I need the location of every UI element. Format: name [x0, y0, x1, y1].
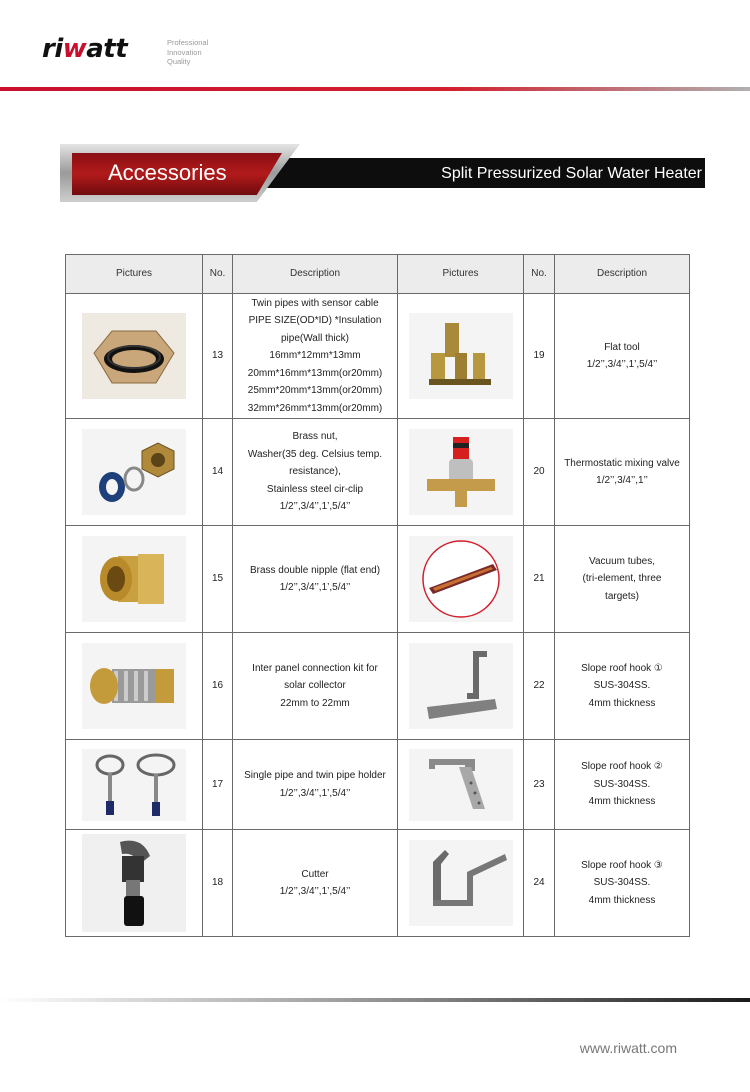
picture-cell [398, 294, 524, 419]
item-number: 23 [524, 740, 555, 830]
header-description: Description [233, 255, 398, 294]
accessories-table [65, 254, 690, 937]
description-line: Slope roof hook ② [581, 761, 663, 773]
page-subtitle: Split Pressurized Solar Water Heater [441, 165, 702, 182]
pipe-cutter-image [82, 834, 186, 932]
flat-tool-image [409, 313, 513, 399]
description-line: Twin pipes with sensor cable [251, 297, 379, 309]
item-description [555, 633, 690, 740]
item-description [233, 633, 398, 740]
table-row [66, 294, 690, 419]
description-line: 25mm*20mm*13mm(or20mm) [247, 385, 383, 397]
item-description [233, 419, 398, 526]
item-description [555, 526, 690, 633]
picture-cell [398, 633, 524, 740]
picture-cell [398, 740, 524, 830]
mixing-valve-image [409, 429, 513, 515]
item-description [233, 740, 398, 830]
item-description [233, 294, 398, 419]
description-line: Vacuum tubes, [589, 555, 655, 567]
description-line: resistance), [289, 466, 341, 478]
table-row [66, 419, 690, 526]
tagline-line: Professional [167, 38, 209, 47]
header-no: No. [203, 255, 233, 294]
description-line: 1/2’’,3/4’’,1’,5/4’’ [586, 359, 658, 370]
description-line: Inter panel connection kit for [252, 662, 378, 674]
description-line: SUS-304SS. [593, 778, 651, 790]
item-number: 22 [524, 633, 555, 740]
roof-hook-1-image [409, 643, 513, 729]
table-row [66, 740, 690, 830]
pipe-holder-image [82, 749, 186, 821]
description-line: 1/2’’,3/4’’,1’,5/4’’ [279, 886, 351, 897]
item-description [555, 830, 690, 937]
logo-accent: w [62, 34, 87, 64]
twin-pipe-coil-image [82, 313, 186, 399]
item-description [555, 419, 690, 526]
description-line: 1/2’’,3/4’’,1’,5/4’’ [279, 582, 351, 593]
description-line: 32mm*26mm*13mm(or20mm) [247, 402, 383, 414]
picture-cell [66, 294, 203, 419]
item-description [233, 526, 398, 633]
item-description [233, 830, 398, 937]
item-number: 19 [524, 294, 555, 419]
picture-cell [398, 830, 524, 937]
table-row [66, 830, 690, 937]
description-line: Brass double nipple (flat end) [249, 564, 381, 576]
description-line: 4mm thickness [588, 894, 656, 906]
picture-cell [398, 526, 524, 633]
description-line: (tri-element, three [582, 573, 662, 585]
item-number: 14 [203, 419, 233, 526]
picture-cell [66, 830, 203, 937]
item-number: 13 [203, 294, 233, 419]
description-line: SUS-304SS. [593, 680, 651, 692]
description-line: 16mm*12mm*13mm [269, 350, 361, 362]
picture-cell [66, 526, 203, 633]
picture-cell [398, 419, 524, 526]
description-line: 1/2’’,3/4’’,1’,5/4’’ [279, 787, 351, 799]
description-line: 4mm thickness [588, 697, 656, 709]
header-no: No. [524, 255, 555, 294]
description-line: Slope roof hook ① [581, 662, 663, 674]
description-line: 20mm*16mm*13mm(or20mm) [247, 367, 383, 379]
item-description [555, 740, 690, 830]
roof-hook-2-image [409, 749, 513, 821]
header-description: Description [555, 255, 690, 294]
description-line: Flat tool [604, 341, 640, 353]
item-number: 20 [524, 419, 555, 526]
description-line: pipe(Wall thick) [281, 332, 349, 344]
brass-nipple-image [82, 536, 186, 622]
roof-hook-3-image [409, 840, 513, 926]
item-number: 16 [203, 633, 233, 740]
description-line: Thermostatic mixing valve [564, 457, 680, 469]
connection-kit-image [82, 643, 186, 729]
brass-nut-washer-image [82, 429, 186, 515]
description-line: SUS-304SS. [593, 877, 651, 889]
description-line: targets) [605, 590, 639, 602]
tagline-line: Quality [167, 57, 191, 66]
description-line: PIPE SIZE(OD*ID) *Insulation [248, 315, 382, 327]
description-line: Brass nut, [292, 431, 338, 443]
header-divider [0, 87, 750, 91]
description-line: Slope roof hook ③ [581, 859, 663, 871]
table-row [66, 633, 690, 740]
description-line: 4mm thickness [588, 796, 656, 808]
item-number: 24 [524, 830, 555, 937]
footer-divider [0, 998, 750, 1002]
picture-cell [66, 740, 203, 830]
riwatt-logo [42, 34, 127, 64]
description-line: Single pipe and twin pipe holder [244, 770, 386, 781]
description-line: 22mm to 22mm [280, 697, 350, 709]
item-description [555, 294, 690, 419]
page-title: Accessories [108, 160, 227, 185]
item-number: 17 [203, 740, 233, 830]
tagline-line: Innovation [167, 47, 202, 57]
description-line: solar collector [284, 680, 346, 692]
logo-text: riwatt [42, 34, 128, 64]
header-pictures: Pictures [66, 255, 203, 294]
item-number: 21 [524, 526, 555, 633]
description-line: Washer(35 deg. Celsius temp. [247, 448, 383, 460]
description-line: 1/2’’,3/4’’,1’,5/4’’ [279, 501, 351, 513]
picture-cell [66, 419, 203, 526]
description-line: Stainless steel cir-clip [266, 483, 364, 495]
description-line: 1/2’’,3/4’’,1’’ [596, 475, 648, 486]
vacuum-tube-image [409, 536, 513, 622]
table-header-row [66, 255, 690, 294]
website-link[interactable]: www.riwatt.com [579, 1040, 677, 1056]
picture-cell [66, 633, 203, 740]
item-number: 15 [203, 526, 233, 633]
table-row [66, 526, 690, 633]
item-number: 18 [203, 830, 233, 937]
header-pictures: Pictures [398, 255, 524, 294]
tagline [167, 38, 208, 67]
description-line: Cutter [301, 868, 329, 880]
